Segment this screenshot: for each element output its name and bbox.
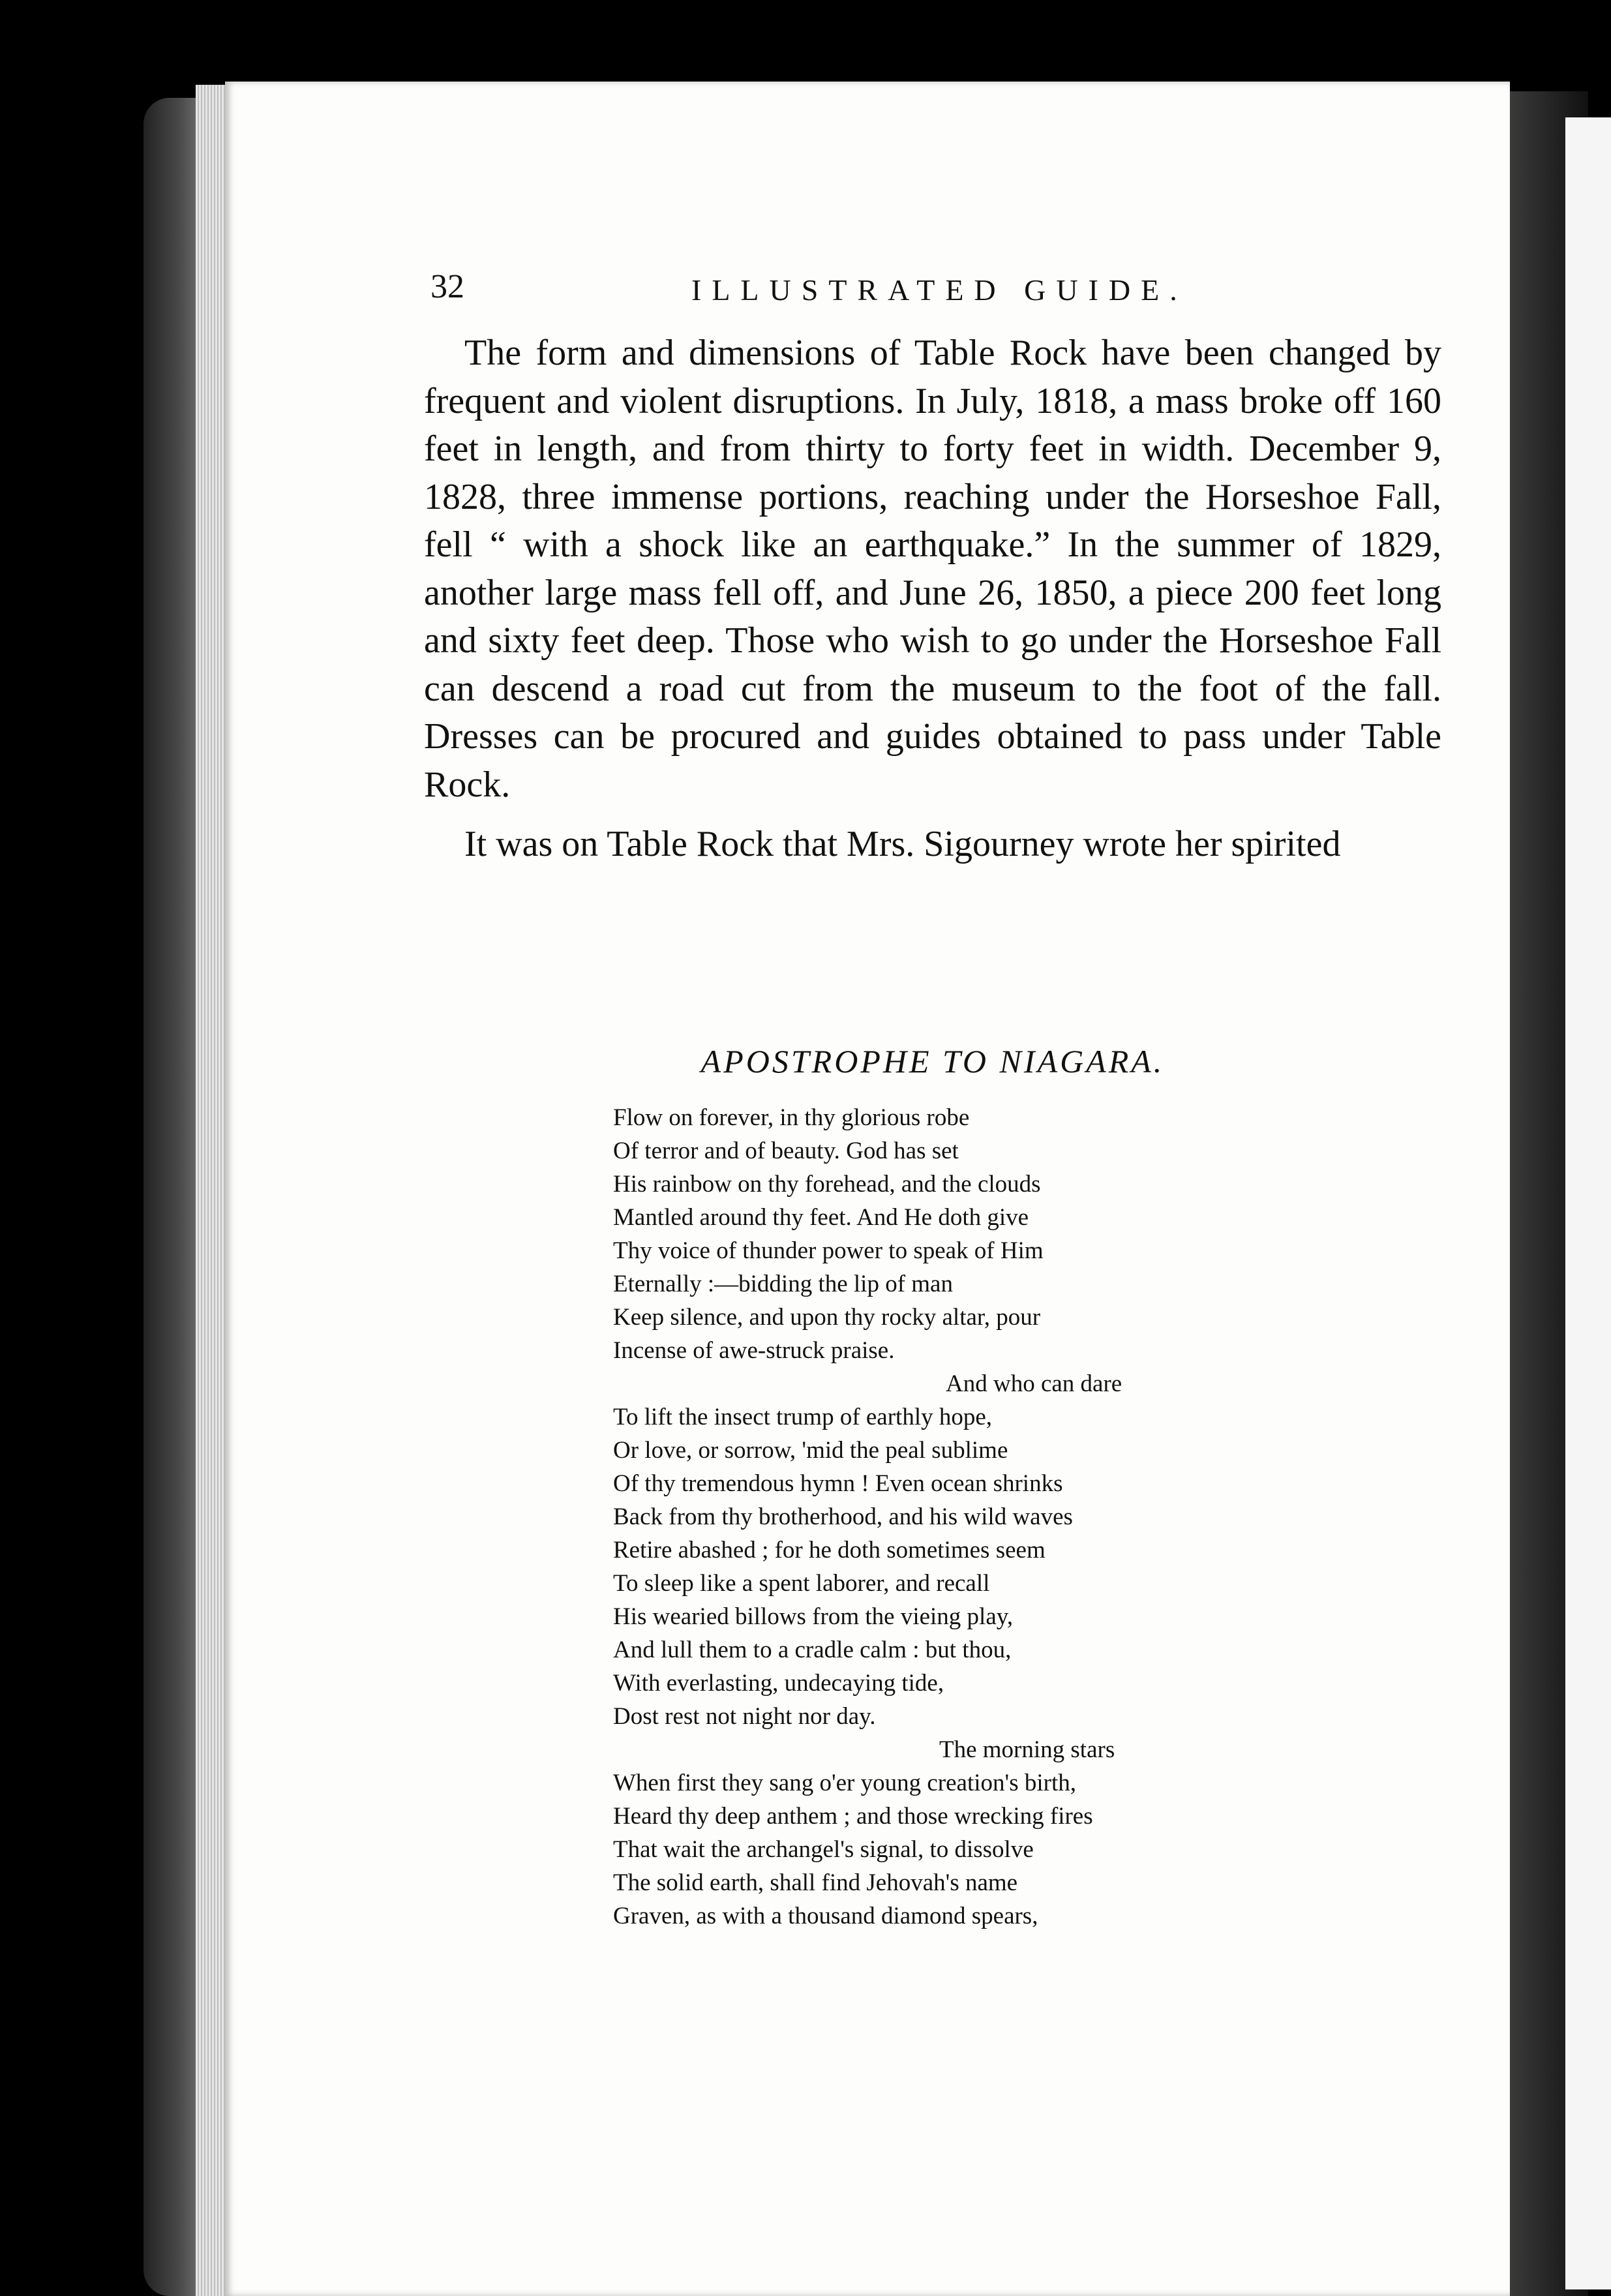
poem-line: Of thy tremendous hymn ! Even ocean shrinks <box>613 1470 1063 1497</box>
poem-line: Heard thy deep anthem ; and those wrecking fires <box>613 1803 1093 1830</box>
poem-line: To lift the insect trump of earthly hope, <box>613 1404 993 1430</box>
poem-line: When first they sang o'er young creation's birth, <box>613 1770 1076 1796</box>
paragraph: It was on Table Rock that Mrs. Sigourney wrote her spirited <box>464 824 1341 864</box>
poem-line: With everlasting, undecaying tide, <box>613 1670 944 1697</box>
running-head-title: ILLUSTRATED GUIDE. <box>691 273 1188 307</box>
poem-line: His wearied billows from the vieing play, <box>613 1603 1014 1630</box>
poem-line: Of terror and of beauty. God has set <box>613 1138 959 1164</box>
poem <box>613 1101 1265 1933</box>
page-number: 32 <box>430 268 464 305</box>
poem-line: Thy voice of thunder power to speak of Him <box>613 1237 1044 1264</box>
poem-title: APOSTROPHE TO NIAGARA. <box>700 1043 1165 1080</box>
poem-line: And lull them to a cradle calm : but thou, <box>613 1637 1012 1663</box>
poem-line: Retire abashed ; for he doth sometimes seem <box>613 1537 1046 1563</box>
running-head <box>430 267 1200 313</box>
poem-line: Graven, as with a thousand diamond spears, <box>613 1903 1038 1929</box>
poem-line: Dost rest not night nor day. <box>613 1703 876 1730</box>
poem-line: Or love, or sorrow, 'mid the peal sublime <box>613 1437 1008 1464</box>
poem-line: And who can dare <box>946 1370 1122 1397</box>
paragraph: The form and dimensions of Table Rock have been changed by frequent and violent disruptions. In July, 1818, a mass broke off 160 feet in length, and from thirty to forty feet in width. December 9, 1828, three immense portions, reaching under the Horseshoe Fall, fell “ with a shock like an earthquake.” In the summer of 1829, another large mass fell off, and June 26, 1850, a piece 200 feet long and sixty feet deep. Those who wish to go under the Horseshoe Fall can descend a road cut from the museum to the foot of the fall. Dresses can be procured and guides obtained to pass under Table Rock. <box>424 333 1441 805</box>
poem-line: His rainbow on thy forehead, and the clouds <box>613 1171 1041 1198</box>
poem-line: That wait the archangel's signal, to dissolve <box>613 1836 1034 1863</box>
poem-line: Back from thy brotherhood, and his wild waves <box>613 1503 1073 1530</box>
facing-page-edge <box>1565 117 1611 2289</box>
prose-body <box>424 329 1441 869</box>
poem-line: To sleep like a spent laborer, and recall <box>613 1570 990 1597</box>
poem-line: Eternally :—bidding the lip of man <box>613 1271 953 1297</box>
poem-line: Mantled around thy feet. And He doth give <box>613 1204 1029 1231</box>
poem-line: Flow on forever, in thy glorious robe <box>613 1104 970 1131</box>
poem-line: Keep silence, and upon thy rocky altar, pour <box>613 1304 1041 1331</box>
poem-line: The morning stars <box>939 1736 1115 1763</box>
poem-line: The solid earth, shall find Jehovah's name <box>613 1869 1018 1896</box>
poem-line: Incense of awe-struck praise. <box>613 1337 895 1364</box>
